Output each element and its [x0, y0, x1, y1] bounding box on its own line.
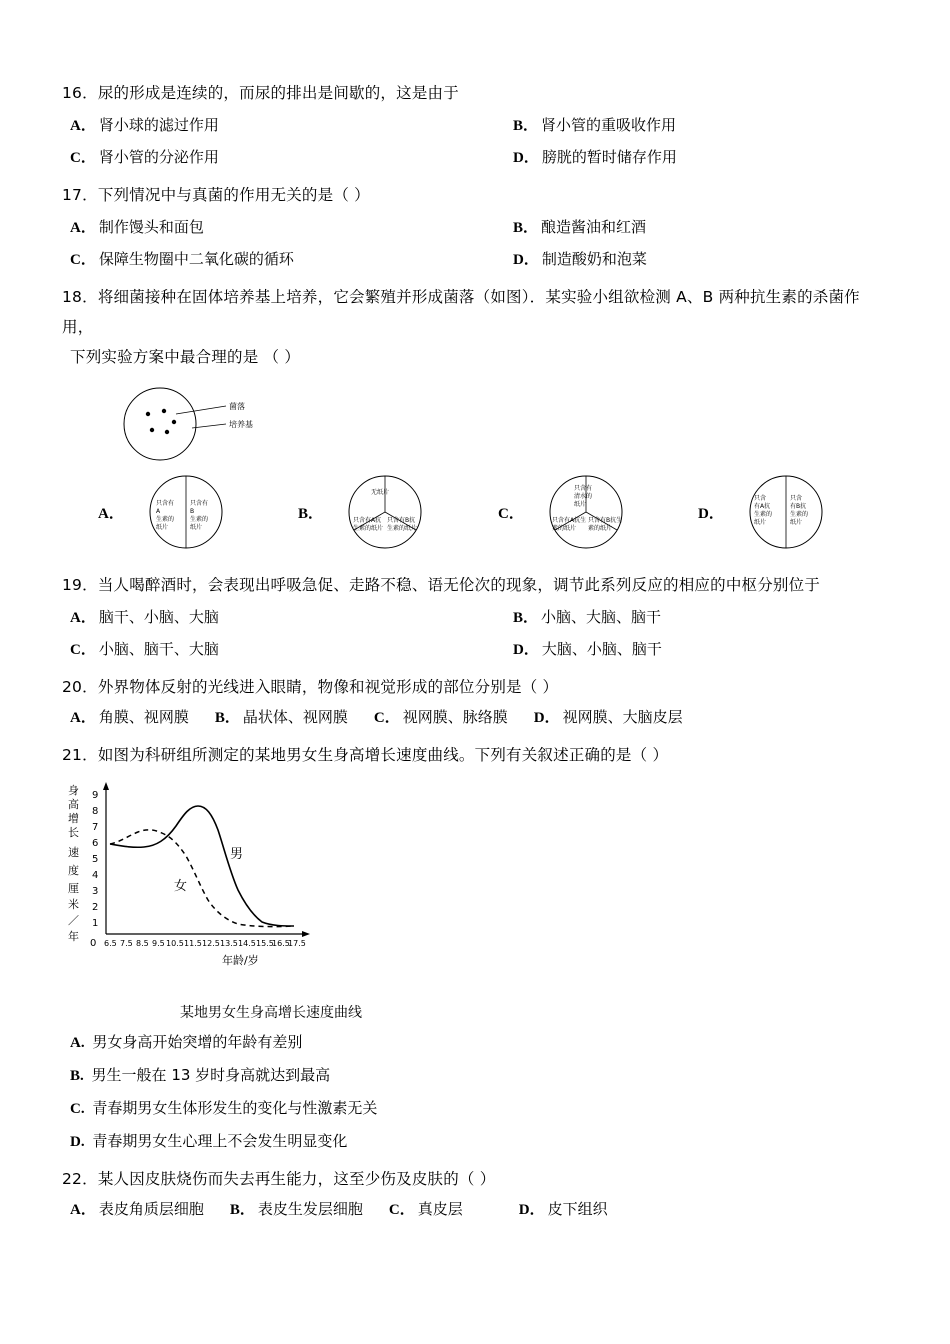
- svg-text:只含: 只含: [753, 495, 766, 502]
- svg-text:6: 6: [92, 838, 99, 849]
- svg-text:0: 0: [90, 938, 97, 949]
- svg-text:9: 9: [92, 790, 99, 801]
- svg-text:2: 2: [92, 902, 99, 913]
- option-a[interactable]: A． 角膜、视网膜: [70, 708, 189, 726]
- question-16: [62, 78, 888, 174]
- svg-text:6.5: 6.5: [104, 939, 117, 948]
- question-22-stem: [62, 1164, 888, 1194]
- svg-text:12.5: 12.5: [202, 939, 220, 948]
- svg-text:B: B: [189, 508, 194, 515]
- svg-text:生素的纸片: 生素的纸片: [387, 525, 418, 532]
- svg-text:只含有A抗生: 只含有A抗生: [551, 517, 586, 524]
- option-c[interactable]: C． 只含有 清水的 纸片 只含有A抗生 素的纸片 只含有B抗生 素的纸片: [498, 472, 698, 552]
- svg-text:3: 3: [92, 886, 99, 897]
- question-21: [62, 740, 888, 1158]
- question-18-text-line2-wrap: [62, 342, 888, 372]
- svg-text:10.5: 10.5: [166, 939, 184, 948]
- question-18-figure: [62, 380, 888, 560]
- page-footer-space: [62, 1232, 888, 1242]
- svg-text:纸片: 纸片: [189, 524, 202, 531]
- svg-text:／: ／: [68, 914, 79, 927]
- female-curve: [110, 830, 294, 927]
- svg-text:8.5: 8.5: [136, 939, 149, 948]
- female-series-label: 女: [174, 879, 188, 894]
- svg-text:米: 米: [68, 898, 79, 911]
- option-a[interactable]: A． 脑干、小脑、大脑: [70, 608, 219, 626]
- option-d[interactable]: D． 皮下组织: [518, 1200, 608, 1218]
- svg-text:生素的: 生素的: [753, 511, 772, 518]
- question-18-text-line2: 下列实验方案中最合理的是 （ ）: [70, 348, 301, 366]
- question-19: [62, 570, 888, 666]
- question-20: [62, 672, 888, 734]
- svg-text:只含有B抗生: 只含有B抗生: [587, 517, 622, 524]
- question-16-text: 尿的形成是连续的，而尿的排出是间歇的，这是由于: [97, 84, 459, 102]
- svg-text:增: 增: [68, 812, 79, 825]
- svg-text:只含有: 只含有: [155, 500, 174, 507]
- option-c[interactable]: C． 真皮层: [388, 1200, 463, 1218]
- svg-text:4: 4: [92, 870, 99, 881]
- svg-text:纸片: 纸片: [789, 519, 802, 526]
- svg-text:生素的: 生素的: [155, 516, 174, 523]
- svg-text:15.5: 15.5: [256, 939, 274, 948]
- question-16-options: [62, 110, 888, 174]
- svg-text:1: 1: [92, 918, 99, 929]
- svg-text:只含: 只含: [789, 495, 802, 502]
- svg-text:身: 身: [68, 784, 79, 797]
- option-c[interactable]: C． 保障生物圈中二氧化碳的循环: [70, 250, 294, 268]
- option-a[interactable]: A． 制作馒头和面包: [70, 218, 204, 236]
- svg-text:只含有A抗: 只含有A抗: [353, 517, 382, 524]
- question-18-stem: [62, 282, 888, 342]
- svg-text:7.5: 7.5: [120, 939, 133, 948]
- question-17-text: 下列情况中与真菌的作用无关的是（ ）: [97, 186, 370, 204]
- svg-text:7: 7: [92, 822, 99, 833]
- option-b[interactable]: B． 酿造酱油和红酒: [513, 218, 647, 236]
- question-20-text: 外界物体反射的光线进入眼睛，物像和视觉形成的部位分别是（ ）: [97, 678, 559, 696]
- option-d[interactable]: D． 制造酸奶和泡菜: [513, 250, 647, 268]
- question-21-text: 如图为科研组所测定的某地男女生身高增长速度曲线。下列有关叙述正确的是（ ）: [97, 746, 669, 764]
- question-22-text: 某人因皮肤烧伤而失去再生能力，这至少伤及皮肤的（ ）: [97, 1170, 496, 1188]
- svg-text:有B抗: 有B抗: [789, 503, 806, 510]
- svg-text:14.5: 14.5: [238, 939, 256, 948]
- svg-text:5: 5: [92, 854, 99, 865]
- svg-text:16.5: 16.5: [272, 939, 290, 948]
- svg-text:高: 高: [68, 798, 79, 811]
- svg-text:无纸片: 无纸片: [371, 489, 390, 496]
- option-b[interactable]: B． 无纸片 只含有A抗 生素的纸片 只含有B抗 生素的纸片: [298, 472, 498, 552]
- svg-text:长: 长: [68, 826, 79, 839]
- option-b[interactable]: B． 小脑、大脑、脑干: [513, 608, 662, 626]
- question-21-number: 21．: [62, 746, 98, 764]
- svg-text:只含有: 只含有: [573, 485, 592, 492]
- svg-text:纸片: 纸片: [573, 501, 586, 508]
- option-d[interactable]: D． 膀胱的暂时储存作用: [513, 148, 677, 166]
- question-17: [62, 180, 888, 276]
- svg-text:素的纸片: 素的纸片: [587, 525, 612, 532]
- svg-text:有A抗: 有A抗: [753, 503, 770, 510]
- question-20-options: [62, 702, 888, 734]
- petri-dish-diagram: [108, 384, 298, 464]
- option-c[interactable]: C． 小脑、脑干、大脑: [70, 640, 219, 658]
- svg-text:A: A: [155, 508, 160, 515]
- question-22: [62, 1164, 888, 1226]
- dish-option-d-icon: [734, 472, 844, 552]
- option-c[interactable]: C. 青春期男女生体形发生的变化与性激素无关: [70, 1099, 378, 1117]
- question-16-stem: [62, 78, 888, 108]
- question-22-number: 22．: [62, 1170, 98, 1188]
- option-a[interactable]: A． 肾小球的滤过作用: [70, 116, 219, 134]
- option-b[interactable]: B． 表皮生发层细胞: [229, 1200, 363, 1218]
- question-18: [62, 282, 888, 560]
- dish-option-b-icon: [333, 472, 443, 552]
- question-22-options: [62, 1194, 888, 1226]
- question-19-number: 19．: [62, 576, 98, 594]
- svg-text:只含有B抗: 只含有B抗: [387, 517, 416, 524]
- question-18-text-line1: 将细菌接种在固体培养基上培养，它会繁殖并形成菌落（如图）．某实验小组欲检测 A、B 两种抗生素的杀菌作用，: [62, 288, 860, 336]
- question-17-options: [62, 212, 888, 276]
- question-21-options: [62, 1026, 888, 1158]
- option-b[interactable]: B． 晶状体、视网膜: [214, 708, 348, 726]
- svg-text:度: 度: [68, 864, 79, 877]
- option-a[interactable]: A． 表皮角质层细胞: [70, 1200, 204, 1218]
- svg-text:17.5: 17.5: [288, 939, 306, 948]
- question-19-stem: [62, 570, 888, 600]
- question-21-stem: [62, 740, 888, 770]
- chart-caption: 某地男女生身高增长速度曲线: [180, 1005, 362, 1021]
- option-a[interactable]: A． 只含有 A 生素的 纸片 只含有 B 生素的 纸片: [98, 472, 298, 552]
- option-c[interactable]: C． 视网膜、脉络膜: [373, 708, 508, 726]
- dish-option-a-icon: [134, 472, 244, 552]
- option-b[interactable]: B. 男生一般在 13 岁时身高就达到最高: [70, 1066, 331, 1084]
- question-19-text: 当人喝醉酒时，会表现出呼吸急促、走路不稳、语无伦次的现象，调节此系列反应的相应的中枢分别位于: [97, 576, 821, 594]
- svg-text:速: 速: [68, 846, 79, 859]
- svg-text:生素的: 生素的: [189, 516, 208, 523]
- svg-text:13.5: 13.5: [220, 939, 238, 948]
- dish-option-c-icon: [534, 472, 644, 552]
- question-20-number: 20．: [62, 678, 98, 696]
- question-17-number: 17．: [62, 186, 98, 204]
- option-d[interactable]: D． 只含 有A抗 生素的 纸片 只含 有B抗 生素的 纸片: [698, 472, 898, 552]
- question-19-options: [62, 602, 888, 666]
- question-17-stem: [62, 180, 888, 210]
- svg-text:纸片: 纸片: [753, 519, 766, 526]
- svg-text:年: 年: [68, 930, 79, 943]
- svg-text:只含有: 只含有: [189, 500, 208, 507]
- question-16-number: 16．: [62, 84, 98, 102]
- option-b[interactable]: B． 肾小管的重吸收作用: [513, 116, 677, 134]
- option-c[interactable]: C． 肾小管的分泌作用: [70, 148, 219, 166]
- svg-text:素的纸片: 素的纸片: [551, 525, 576, 532]
- option-d[interactable]: D. 青春期男女生心理上不会发生明显变化: [70, 1132, 348, 1150]
- svg-text:厘: 厘: [68, 882, 79, 895]
- svg-text:9.5: 9.5: [152, 939, 165, 948]
- svg-text:11.5: 11.5: [184, 939, 202, 948]
- svg-text:纸片: 纸片: [155, 524, 168, 531]
- svg-text:8: 8: [92, 806, 99, 817]
- growth-rate-chart: [62, 774, 888, 1024]
- svg-text:生素的纸片: 生素的纸片: [353, 525, 384, 532]
- svg-text:清水的: 清水的: [573, 493, 592, 500]
- option-a[interactable]: A. 男女身高开始突增的年龄有差别: [70, 1033, 303, 1051]
- question-18-number: 18．: [62, 288, 98, 306]
- male-series-label: 男: [230, 847, 244, 862]
- question-18-option-figures: [98, 472, 918, 552]
- option-d[interactable]: D． 视网膜、大脑皮层: [533, 708, 683, 726]
- figure-label-medium: 培养基: [229, 420, 253, 429]
- chart-xlabel: 年龄/岁: [222, 954, 259, 967]
- question-20-stem: [62, 672, 888, 702]
- svg-text:生素的: 生素的: [789, 511, 808, 518]
- figure-label-colony: 菌落: [229, 402, 245, 411]
- growth-rate-chart-svg: [62, 774, 482, 1014]
- male-curve: [110, 806, 294, 926]
- option-d[interactable]: D． 大脑、小脑、脑干: [513, 640, 662, 658]
